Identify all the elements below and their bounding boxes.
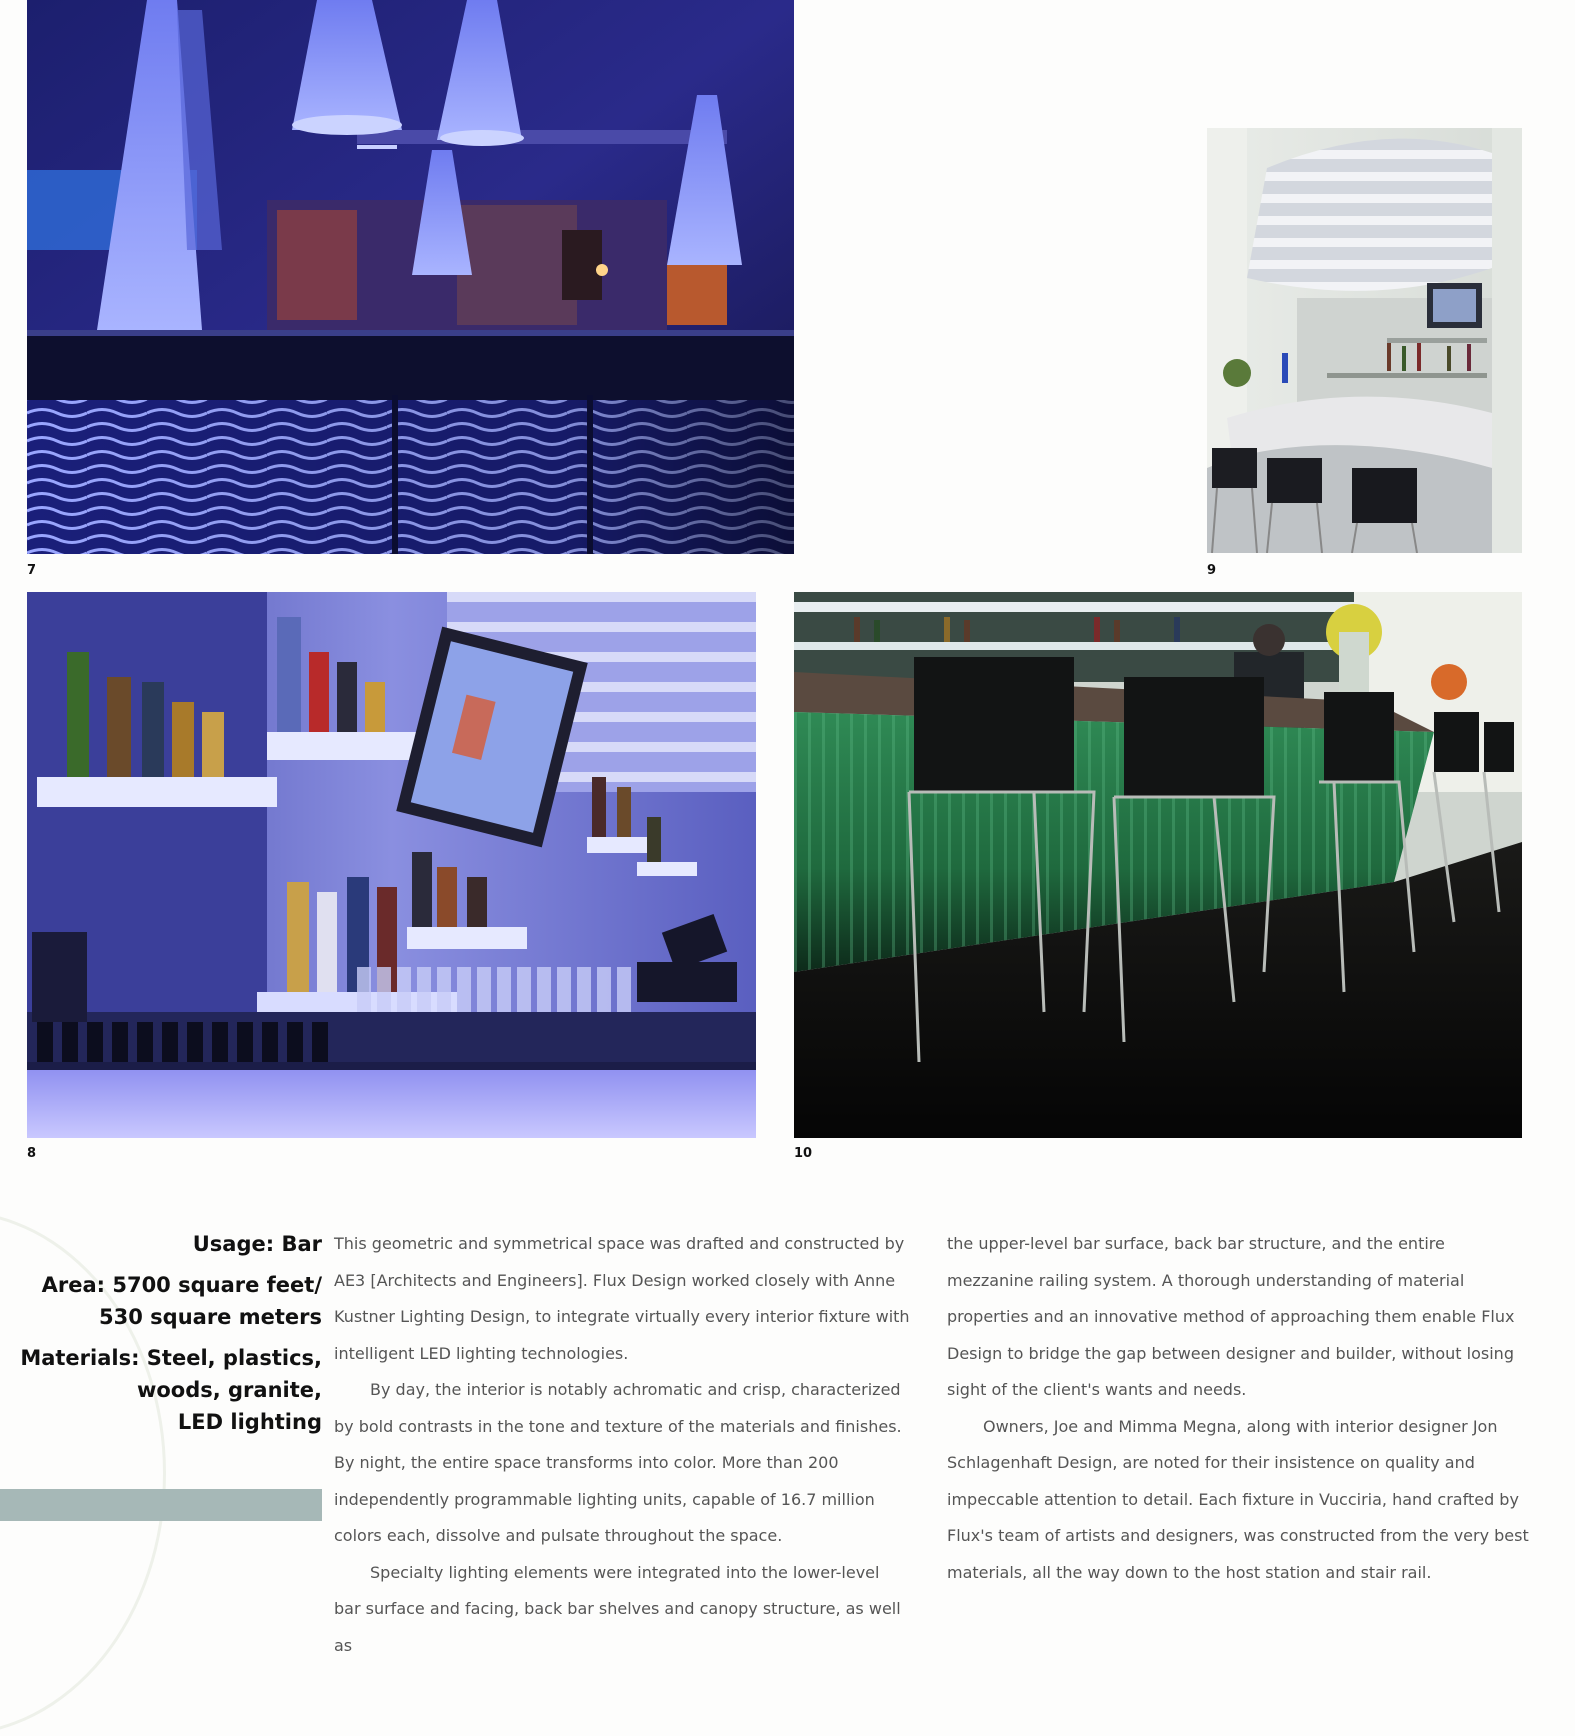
spec-materials	[20, 1342, 322, 1438]
project-specs	[20, 1228, 322, 1447]
photo-10-image	[794, 592, 1522, 1138]
figure-number-7: 7	[27, 563, 37, 578]
body-column-1	[334, 1226, 910, 1664]
spec-usage-text: Usage: Bar	[192, 1232, 322, 1256]
body-paragraph: By day, the interior is notably achromatic and crisp, characterized by bold contrasts in the tone and texture of the materials and finishes. By night, the entire space transforms into color. More than 200 independently programmable lighting units, capable of 16.7 million colors each, dissolve and pulsate throughout the space.	[334, 1380, 902, 1545]
photo-7	[27, 0, 794, 554]
spec-materials-line-3: LED lighting	[177, 1410, 322, 1434]
photo-9-image	[1207, 128, 1522, 553]
figure-number-10: 10	[794, 1146, 813, 1161]
photo-7-image	[27, 0, 794, 554]
spec-area-line-2: 530 square meters	[99, 1305, 322, 1329]
body-paragraph: This geometric and symmetrical space was drafted and constructed by AE3 [Architects and Engineers]. Flux Design worked closely with Anne Kustner Lighting Design, to integrate virtually every interior fixture with intelligent LED lighting technologies.	[334, 1234, 910, 1363]
spec-materials-line-1: Materials: Steel, plastics,	[20, 1346, 322, 1370]
body-paragraph: Specialty lighting elements were integrated into the lower-level bar surface and facing, back bar shelves and canopy structure, as well as	[334, 1562, 901, 1655]
photo-8-image	[27, 592, 756, 1138]
spec-materials-line-2: woods, granite,	[136, 1378, 322, 1402]
figure-number-9: 9	[1207, 563, 1217, 578]
body-paragraph: the upper-level bar surface, back bar structure, and the entire mezzanine railing system. A thorough understanding of material properties and an innovative method of approaching them enable Flux Design to bridge the gap between designer and builder, without losing sight of the client's wants and needs.	[947, 1234, 1515, 1399]
body-column-2	[947, 1226, 1529, 1591]
photo-10	[794, 592, 1522, 1138]
accent-bar	[0, 1489, 322, 1521]
spec-area	[20, 1269, 322, 1333]
photo-8	[27, 592, 756, 1138]
spec-usage	[20, 1228, 322, 1260]
figure-number-8: 8	[27, 1146, 37, 1161]
photo-9	[1207, 128, 1522, 553]
body-paragraph: Owners, Joe and Mimma Megna, along with interior designer Jon Schlagenhaft Design, are noted for their insistence on quality and impeccable attention to detail. Each fixture in Vucciria, hand crafted by Flux's team of artists and designers, was constructed from the very best materials, all the way down to the host station and stair rail.	[947, 1416, 1529, 1582]
spec-area-line-1: Area: 5700 square feet/	[41, 1273, 322, 1297]
